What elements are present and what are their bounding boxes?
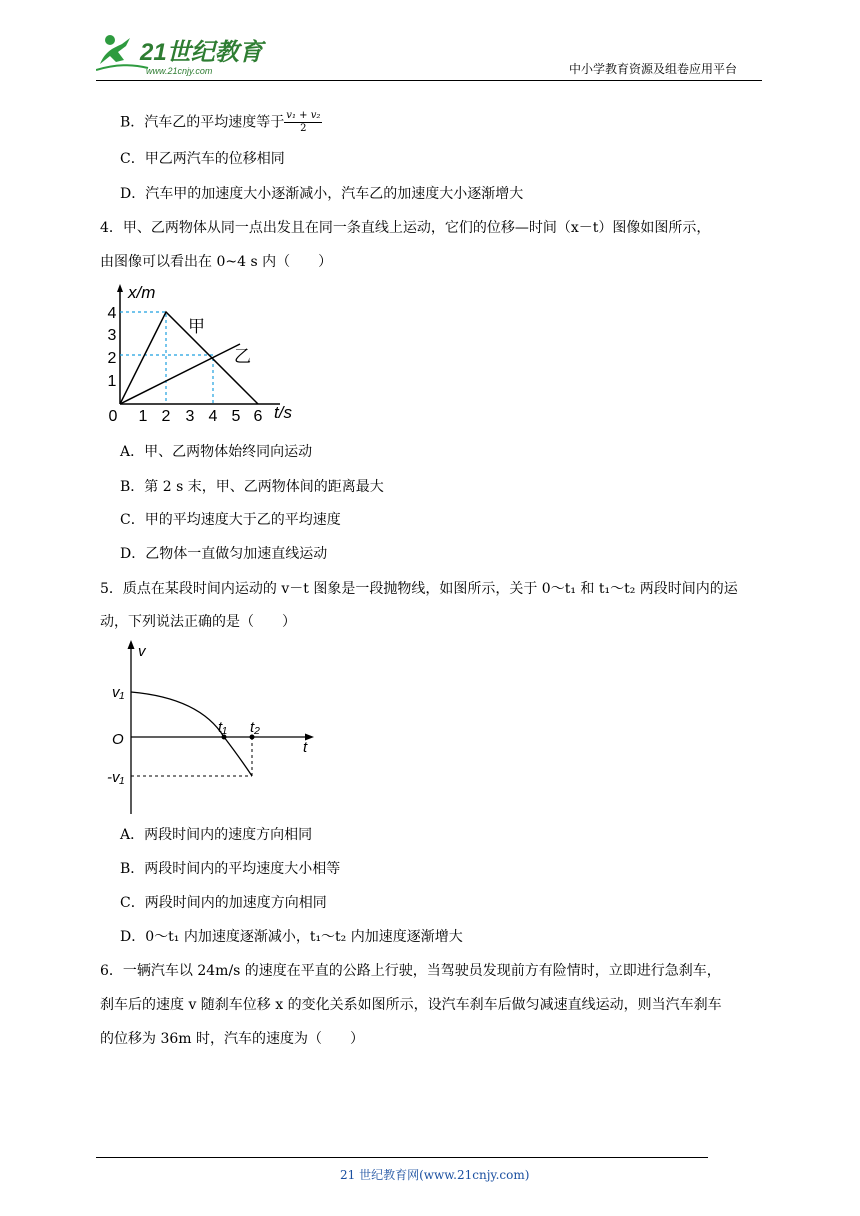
platform-label: 中小学教育资源及组卷应用平台 bbox=[569, 62, 738, 76]
x-tick-4: 4 bbox=[208, 408, 218, 424]
x-axis-label: t/s bbox=[274, 403, 292, 422]
q5-option-b: B．两段时间内的平均速度大小相等 bbox=[120, 861, 341, 877]
q3-option-b-text: B．汽车乙的平均速度等于 bbox=[120, 114, 285, 131]
header-divider bbox=[96, 80, 762, 81]
footer-link[interactable]: 21 世纪教育网(www.21cnjy.com) bbox=[340, 1168, 530, 1182]
q5-option-a: A．两段时间内的速度方向相同 bbox=[120, 827, 313, 843]
q6-stem-line2: 刹车后的速度 v 随刹车位移 x 的变化关系如图所示，设汽车刹车后做匀减速直线运动，则当汽车刹车 bbox=[100, 997, 722, 1013]
v1-label: v₁ bbox=[112, 684, 125, 701]
x-tick-2: 2 bbox=[161, 408, 171, 424]
q4-option-d: D．乙物体一直做匀加速直线运动 bbox=[120, 546, 328, 562]
t-axis-label: t bbox=[303, 739, 308, 756]
x-tick-5: 5 bbox=[231, 408, 241, 424]
q6-stem-line1: 6．一辆汽车以 24m/s 的速度在平直的公路上行驶，当驾驶员发现前方有险情时，立即进行急刹车， bbox=[100, 963, 721, 979]
t2-label: t₂ bbox=[250, 719, 260, 736]
y-tick-2: 2 bbox=[107, 350, 117, 367]
y-tick-1: 1 bbox=[107, 373, 117, 390]
q5-option-c: C．两段时间内的加速度方向相同 bbox=[120, 895, 327, 911]
series-label-yi: 乙 bbox=[234, 347, 251, 366]
q4-option-c: C．甲的平均速度大于乙的平均速度 bbox=[120, 512, 341, 528]
fraction-denominator: 2 bbox=[300, 123, 307, 134]
origin-label: O bbox=[112, 731, 124, 748]
series-yi-line bbox=[120, 344, 240, 404]
q5-option-d: D．0～t₁ 内加速度逐渐减小，t₁～t₂ 内加速度逐渐增大 bbox=[120, 929, 463, 945]
q3-option-c: C．甲乙两汽车的位移相同 bbox=[120, 151, 285, 167]
x-tick-1: 1 bbox=[138, 408, 148, 424]
fraction-numerator: v₁ + v₂ bbox=[286, 110, 321, 121]
y-tick-4: 4 bbox=[107, 305, 117, 322]
q4-option-a: A．甲、乙两物体始终同向运动 bbox=[120, 444, 313, 460]
x-tick-0: 0 bbox=[108, 408, 118, 424]
q3-option-d: D．汽车甲的加速度大小逐渐减小，汽车乙的加速度大小逐渐增大 bbox=[120, 186, 524, 202]
x-tick-3: 3 bbox=[185, 408, 195, 424]
y-tick-3: 3 bbox=[107, 327, 117, 344]
q4-option-b: B．第 2 s 末，甲、乙两物体间的距离最大 bbox=[120, 479, 384, 495]
y-axis-arrow bbox=[117, 284, 123, 292]
site-logo bbox=[96, 30, 266, 78]
logo-text: 21世纪教育 bbox=[140, 39, 263, 66]
q5-vt-graph bbox=[100, 636, 320, 818]
q4-xt-graph bbox=[100, 282, 310, 424]
q4-stem-line2: 由图像可以看出在 0~4 s 内（ ） bbox=[100, 254, 333, 270]
y-axis-label: x/m bbox=[128, 283, 156, 302]
q6-stem-line3: 的位移为 36m 时，汽车的速度为（ ） bbox=[100, 1031, 364, 1047]
vt-parabola-curve bbox=[131, 692, 252, 776]
v-axis-arrow bbox=[128, 640, 135, 649]
minus-v1-label: -v₁ bbox=[107, 769, 125, 786]
q3-option-b bbox=[120, 110, 322, 135]
v-axis-label: v bbox=[138, 643, 146, 660]
q4-stem-line1: 4．甲、乙两物体从同一点出发且在同一条直线上运动，它们的位移—时间（x－t）图像如图所示， bbox=[100, 220, 711, 236]
logo-url: www.21cnjy.com bbox=[146, 66, 213, 76]
t1-label: t₁ bbox=[218, 719, 227, 736]
x-tick-6: 6 bbox=[253, 408, 263, 424]
q5-stem-line2: 动，下列说法正确的是（ ） bbox=[100, 614, 296, 630]
footer-divider bbox=[96, 1157, 708, 1158]
q5-stem-line1: 5．质点在某段时间内运动的 v－t 图象是一段抛物线，如图所示，关于 0～t₁ 和 t₁～t₂ 两段时间内的运 bbox=[100, 581, 738, 597]
logo-icon bbox=[96, 30, 266, 78]
series-label-jia: 甲 bbox=[188, 317, 205, 336]
q3-option-b-fraction bbox=[284, 110, 322, 135]
